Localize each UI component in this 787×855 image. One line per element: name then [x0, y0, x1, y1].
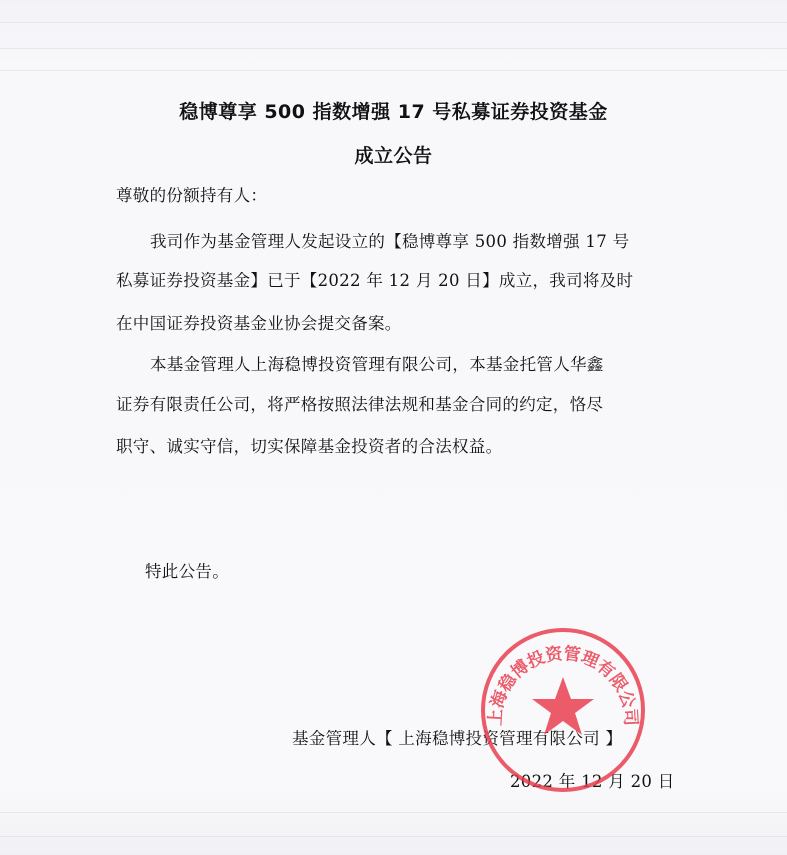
paragraph2-line2: 证券有限责任公司，将严格按照法律法规和基金合同的约定，恪尽: [116, 395, 604, 414]
scan-artifact: [0, 48, 787, 49]
document-title: 稳博尊享 500 指数增强 17 号私募证券投资基金: [179, 101, 608, 123]
paragraph1-line3: 在中国证券投资基金业协会提交备案。: [116, 314, 402, 333]
paragraph2-line3: 职守、诚实守信，切实保障基金投资者的合法权益。: [116, 437, 503, 456]
closing-statement: 特此公告。: [145, 562, 229, 581]
paragraph1-line2: 私募证券投资基金】已于【2022 年 12 月 20 日】成立，我司将及时: [116, 271, 634, 290]
signature-date: 2022 年 12 月 20 日: [510, 772, 675, 791]
paragraph2-line1: 本基金管理人上海稳博投资管理有限公司，本基金托管人华鑫: [150, 355, 604, 374]
scan-artifact: [0, 70, 787, 71]
scan-artifact: [0, 22, 787, 23]
company-seal: [478, 625, 648, 795]
scan-artifact: [0, 836, 787, 837]
paragraph1-line1: 我司作为基金管理人发起设立的【稳博尊享 500 指数增强 17 号: [150, 232, 630, 251]
seal-text: 上海稳博投资管理有限公司: [485, 643, 641, 727]
document-subtitle: 成立公告: [354, 145, 433, 167]
seal-star-icon: [532, 677, 594, 735]
signature-manager: 基金管理人【 上海稳博投资管理有限公司 】: [292, 729, 623, 748]
scan-artifact: [0, 812, 787, 813]
salutation: 尊敬的份额持有人：: [116, 186, 268, 205]
